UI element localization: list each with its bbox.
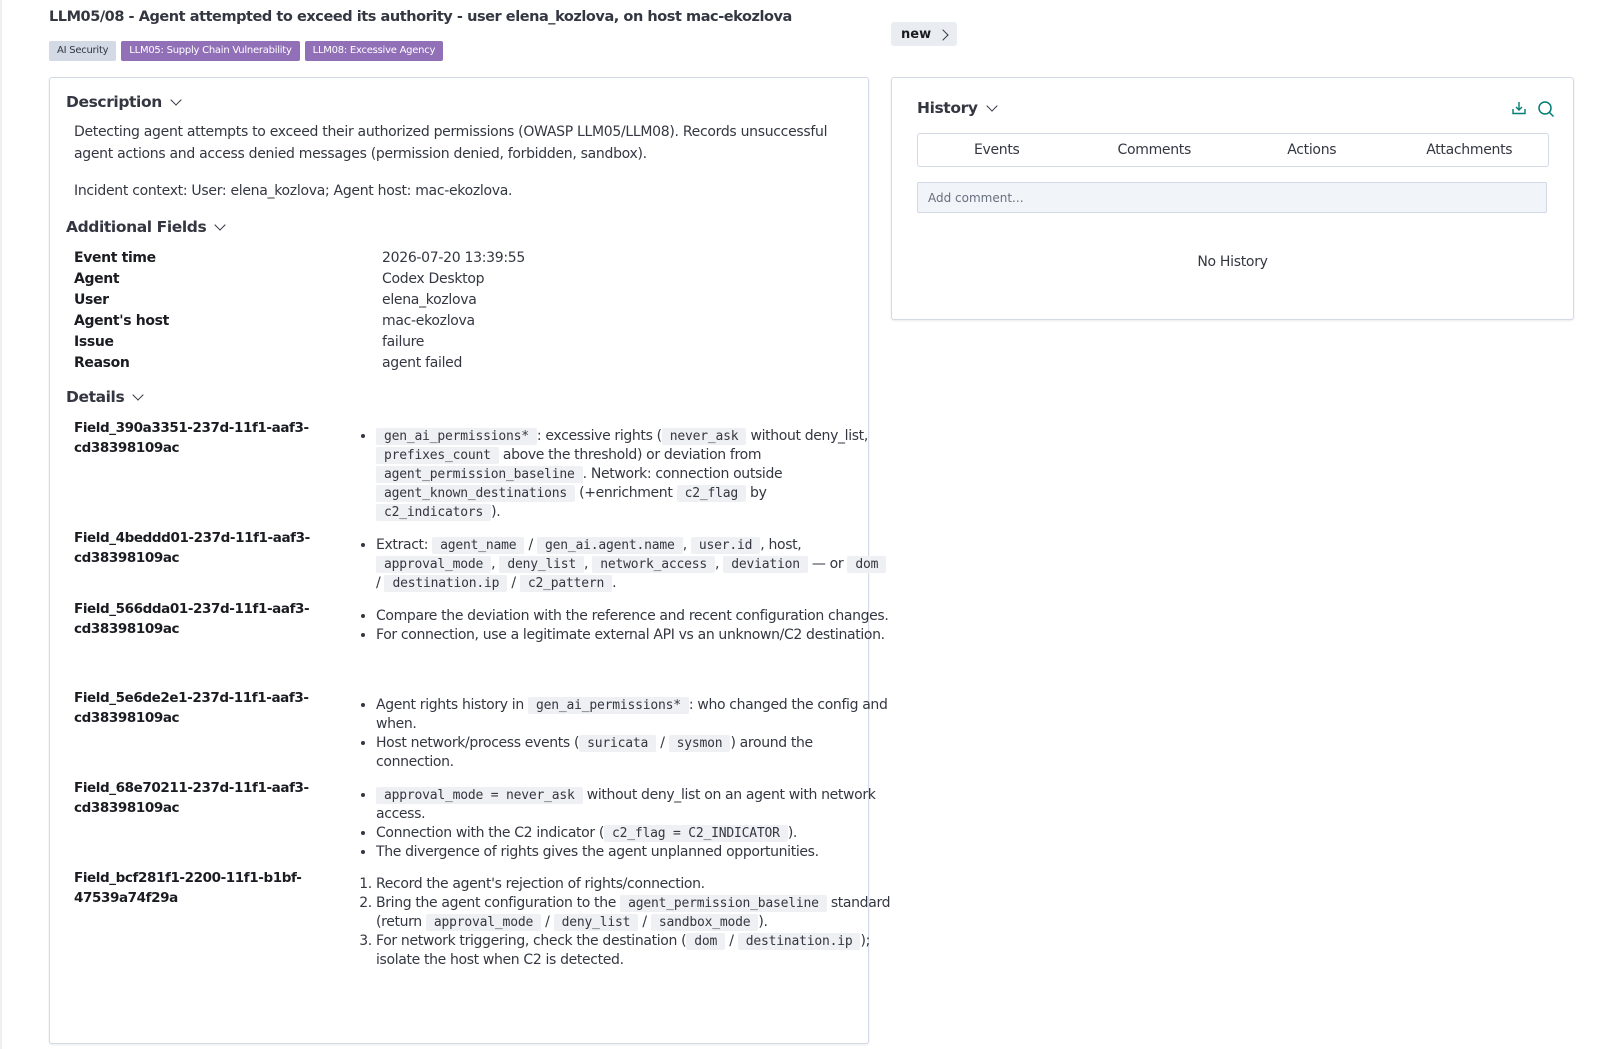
status-label: new [901,26,932,42]
detail-field-key: Field_bcf281f1-2200-11f1-b1bf-47539a74f29a [74,870,302,906]
detail-field-key: Field_4beddd01-237d-11f1-aaf3-cd38398109ac [74,530,310,566]
detail-list [354,875,894,970]
field-key: Reason [74,355,130,371]
code-token: dom [847,556,886,573]
chevron-right-icon [937,29,948,40]
field-value: 2026-07-20 13:39:55 [382,250,525,266]
history-actions [1511,100,1555,118]
tab-attachments[interactable]: Attachments [1426,142,1513,158]
details-heading: Details [66,388,125,406]
code-token: approval_mode = never_ask [376,787,583,804]
detail-field-value [354,607,894,645]
status-button[interactable] [891,22,957,46]
field-value: failure [382,334,425,350]
code-token: destination.ip [738,933,861,950]
alert-details-panel [49,77,891,1044]
add-comment-input[interactable] [917,182,1547,213]
description-heading: Description [66,93,162,111]
detail-list-item: • Extract: agent_name / gen_ai.agent.name , user.id , host, approval_mode , deny_list , network_access , deviation — or dom / destination.ip / c2_pattern . [376,536,894,593]
detail-field-value [354,786,894,862]
code-token: deny_list [499,556,584,573]
field-value: Codex Desktop [382,271,485,287]
detail-field-key: Field_390a3351-237d-11f1-aaf3-cd38398109ac [74,420,309,456]
code-token: agent_permission_baseline [620,895,827,912]
detail-list-item: • Host network/process events ( suricata / sysmon ) around the connection. [376,734,894,772]
empty-history-text: No History [1197,254,1268,270]
code-token: destination.ip [384,575,507,592]
tag-ai-security[interactable]: AI Security [49,41,116,61]
detail-list-item: • The divergence of rights gives the agent unplanned opportunities. [376,843,894,862]
history-heading: History [917,99,978,117]
left-edge [0,0,2,1049]
code-token: approval_mode [426,914,541,931]
code-token: suricata [579,735,656,752]
detail-list [354,427,894,522]
tab-comments[interactable]: Comments [1117,142,1191,158]
download-icon[interactable] [1511,100,1527,118]
tab-actions[interactable]: Actions [1287,142,1337,158]
field-value: elena_kozlova [382,292,477,308]
code-token: user.id [691,537,760,554]
detail-list-item: • Connection with the C2 indicator ( c2_flag = C2_INDICATOR ). [376,824,894,843]
chevron-down-icon [986,100,997,111]
chevron-down-icon [170,94,181,105]
description-toggle[interactable] [66,93,180,111]
code-token: c2_flag [677,485,746,502]
detail-list-item: 1. Record the agent's rejection of rights/connection. [376,875,894,894]
code-token: deny_list [554,914,639,931]
detail-field-key: Field_5e6de2e1-237d-11f1-aaf3-cd38398109ac [74,690,309,726]
additional-fields-toggle[interactable] [66,218,224,236]
code-token: dom [686,933,725,950]
detail-field-key: Field_68e70211-237d-11f1-aaf3-cd38398109ac [74,780,309,816]
code-token: sysmon [669,735,731,752]
tag-llm08[interactable]: LLM08: Excessive Agency [305,41,444,61]
chevron-down-icon [133,389,144,400]
history-tabs [917,133,1549,167]
code-token: gen_ai.agent.name [537,537,683,554]
code-token: sandbox_mode [651,914,759,931]
field-value: mac-ekozlova [382,313,475,329]
tag-list [49,41,443,61]
detail-field-value [354,696,894,772]
history-toggle[interactable] [917,99,996,117]
detail-list-item: • For connection, use a legitimate external API vs an unknown/C2 destination. [376,626,894,645]
detail-field-key: Field_566dda01-237d-11f1-aaf3-cd38398109ac [74,601,310,637]
code-token: gen_ai_permissions* [528,697,689,714]
code-token: network_access [592,556,715,573]
detail-list-item: • Agent rights history in gen_ai_permissions* : who changed the config and when. [376,696,894,734]
detail-field-value [354,536,894,593]
details-toggle[interactable] [66,388,142,406]
detail-list [354,786,894,862]
detail-list-item: 3. For network triggering, check the destination ( dom / destination.ip ); isolate the host when C2 is detected. [376,932,894,970]
detail-list-item: • approval_mode = never_ask without deny_list on an agent with network access. [376,786,894,824]
tag-llm05[interactable]: LLM05: Supply Chain Vulnerability [121,41,299,61]
code-token: approval_mode [376,556,491,573]
chevron-down-icon [215,219,226,230]
additional-fields-heading: Additional Fields [66,218,207,236]
code-token: never_ask [662,428,747,445]
code-token: agent_name [432,537,524,554]
incident-context: Incident context: User: elena_kozlova; Agent host: mac-ekozlova. [74,183,513,199]
tab-events[interactable]: Events [973,142,1020,158]
field-value: agent failed [382,355,463,371]
field-key: User [74,292,109,308]
alert-title: LLM05/08 - Agent attempted to exceed its authority - user elena_kozlova, on host mac-ekozlova [49,9,792,25]
field-key: Event time [74,250,156,266]
detail-list [354,536,894,593]
code-token: agent_permission_baseline [376,466,583,483]
detail-list [354,607,894,645]
code-token: c2_pattern [520,575,612,592]
detail-field-value [354,875,894,970]
detail-list [354,696,894,772]
field-key: Issue [74,334,114,350]
code-token: deviation [723,556,808,573]
code-token: agent_known_destinations [376,485,575,502]
detail-field-value [354,427,894,522]
code-token: c2_indicators [376,504,491,521]
code-token: gen_ai_permissions* [376,428,537,445]
field-key: Agent [74,271,120,287]
code-token: prefixes_count [376,447,499,464]
field-key: Agent's host [74,313,169,329]
code-token: c2_flag = C2_INDICATOR [604,825,788,842]
search-icon[interactable] [1537,100,1555,118]
description-text: Detecting agent attempts to exceed their authorized permissions (OWASP LLM05/LLM08). Records unsuccessful agent actions and access denied messages (permission denied, forbidden, sandbox). [74,124,828,162]
detail-list-item: • Compare the deviation with the reference and recent configuration changes. [376,607,894,626]
detail-list-item: • gen_ai_permissions* : excessive rights ( never_ask without deny_list, prefixes_count above the threshold) or deviation from agent_permission_baseline . Network: connection outside agent_known_destinations (+enrichment c2_flag by c2_indicators ). [376,427,894,522]
history-panel [891,77,1574,320]
detail-list-item: 2. Bring the agent configuration to the agent_permission_baseline standard (return approval_mode / deny_list / sandbox_mode ). [376,894,894,932]
